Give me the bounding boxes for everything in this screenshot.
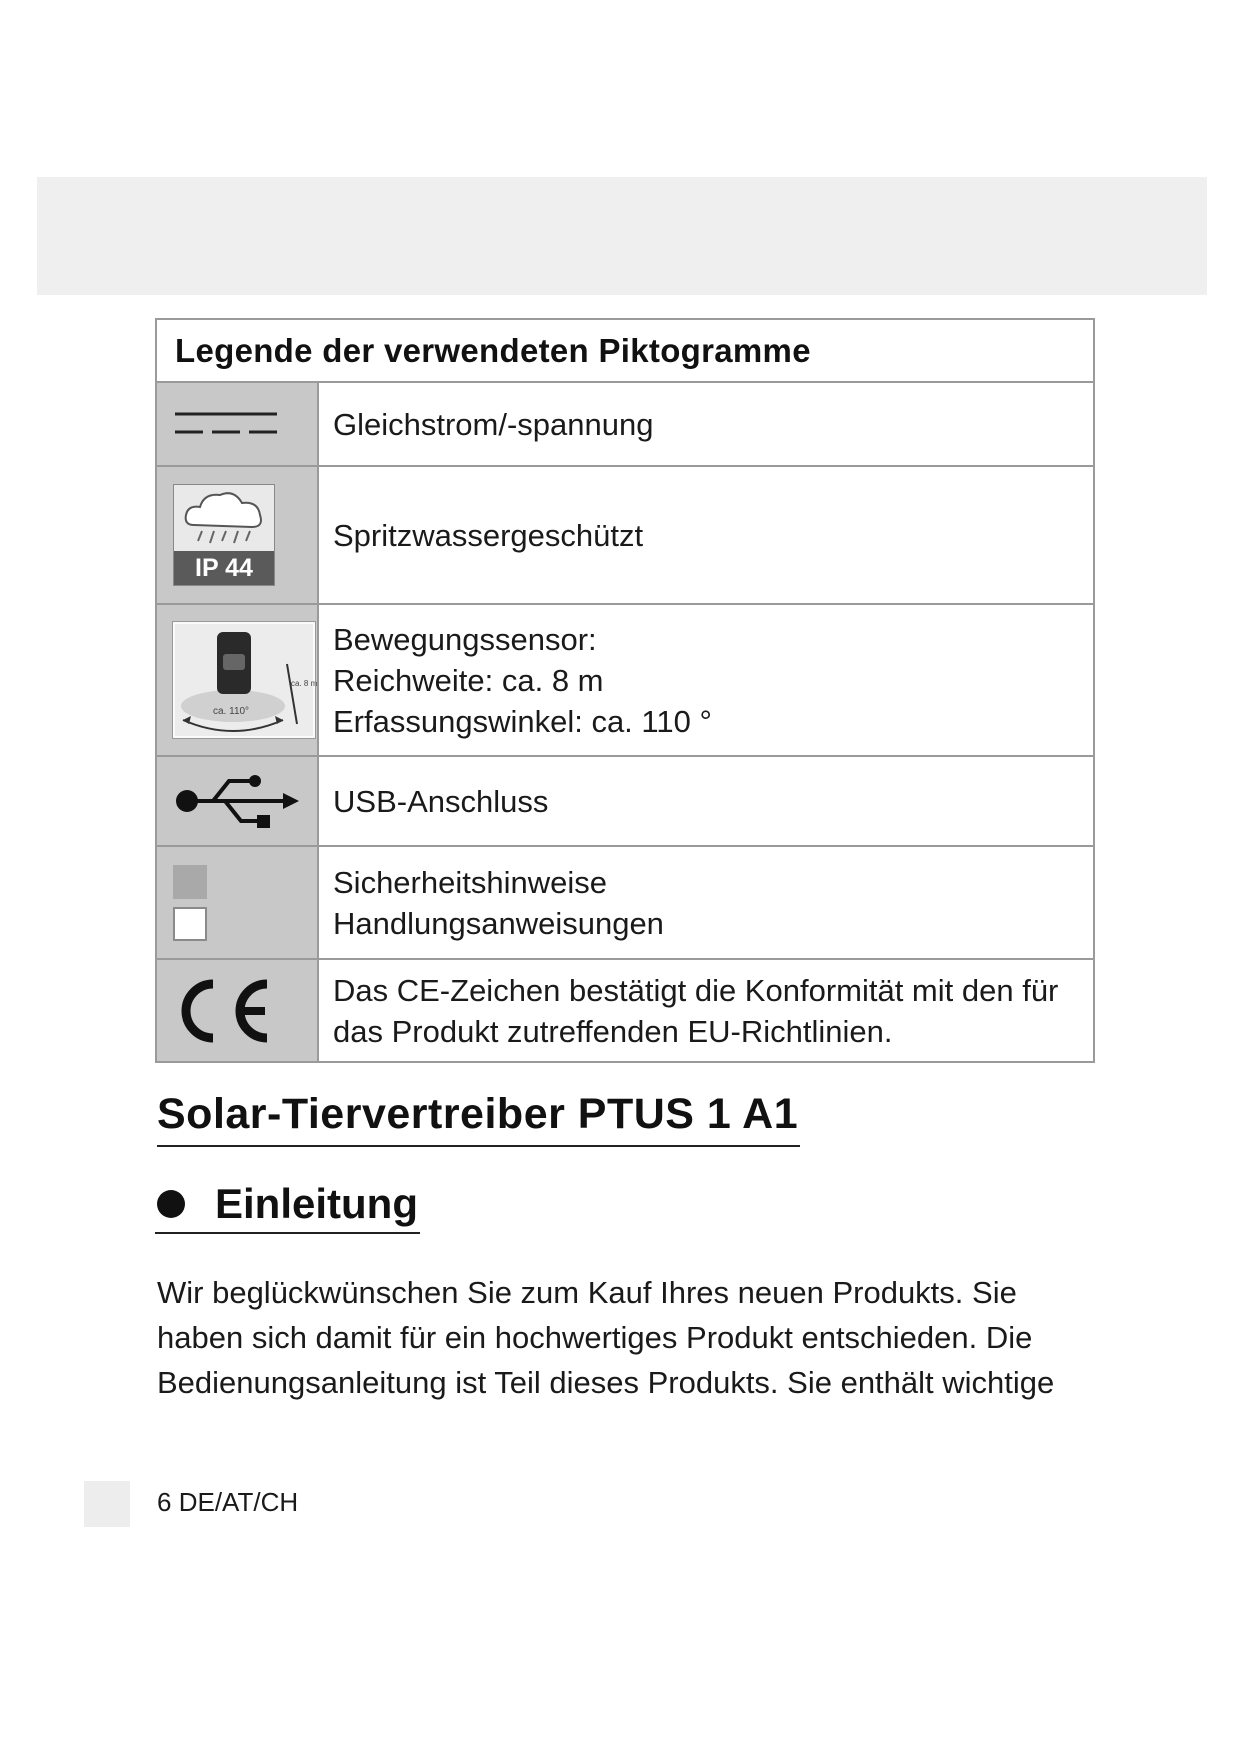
usb-icon	[173, 771, 303, 831]
legend-row	[157, 847, 1093, 960]
white-square-icon	[173, 907, 207, 941]
header-band	[37, 177, 1207, 295]
icon-cell	[157, 757, 319, 845]
icon-cell	[157, 467, 319, 603]
legend-text	[319, 467, 1093, 603]
legend-row	[157, 960, 1093, 1061]
page-footer	[157, 1487, 298, 1518]
legend-text	[319, 383, 1093, 465]
ce-mark-icon	[173, 976, 273, 1046]
legend-row	[157, 467, 1093, 605]
legend-text	[319, 847, 1093, 958]
legend-row	[157, 605, 1093, 757]
motion-sensor-icon	[173, 622, 318, 738]
legend-title: Legende der verwendeten Piktogramme	[157, 320, 1093, 383]
bullet-icon	[157, 1190, 185, 1218]
ip44-badge: IP 44	[174, 551, 274, 585]
footer-region: DE/AT/CH	[178, 1487, 299, 1517]
icon-cell	[157, 383, 319, 465]
sensor-angle-label: ca. 110°	[213, 706, 250, 717]
legend-line: Handlungsanweisungen	[333, 905, 664, 941]
legend-text	[319, 605, 1093, 755]
legend-line: Gleichstrom/-spannung	[333, 406, 654, 442]
legend-line: Das CE-Zeichen bestätigt die Konformität mit den für	[333, 972, 1059, 1008]
icon-cell	[157, 960, 319, 1061]
page-number: 6	[157, 1487, 172, 1517]
legend-line: Erfassungswinkel: ca. 110 °	[333, 703, 712, 739]
legend-text	[319, 960, 1093, 1061]
legend-line: Reichweite: ca. 8 m	[333, 662, 604, 698]
legend-line: USB-Anschluss	[333, 783, 549, 819]
section-heading-text: Einleitung	[215, 1180, 418, 1227]
paragraph-line: Wir beglückwünschen Sie zum Kauf Ihres neuen Produkts. Sie	[157, 1275, 1017, 1310]
legend-line: Spritzwassergeschützt	[333, 517, 644, 553]
direct-current-icon	[173, 404, 283, 444]
icon-cell	[157, 847, 319, 958]
legend-row	[157, 383, 1093, 467]
intro-paragraph	[157, 1270, 1097, 1405]
product-title: Solar-Tiervertreiber PTUS 1 A1	[157, 1090, 800, 1147]
footer-marker	[84, 1481, 130, 1527]
gray-square-icon	[173, 865, 207, 899]
paragraph-line: Bedienungsanleitung ist Teil dieses Produkts. Sie enthält wichtige	[157, 1365, 1055, 1400]
legend-row	[157, 757, 1093, 847]
legend-line: das Produkt zutreffenden EU-Richtlinien.	[333, 1013, 893, 1049]
ip44-splash-icon	[173, 484, 275, 586]
legend-line: Sicherheitshinweise	[333, 864, 607, 900]
icon-cell	[157, 605, 319, 755]
pictogram-legend-table	[155, 318, 1095, 1063]
section-heading	[155, 1180, 420, 1234]
legend-line: Bewegungssensor:	[333, 621, 597, 657]
paragraph-line: haben sich damit für ein hochwertiges Produkt entschieden. Die	[157, 1320, 1033, 1355]
legend-text	[319, 757, 1093, 845]
sensor-range-label: ca. 8 m	[291, 679, 318, 688]
